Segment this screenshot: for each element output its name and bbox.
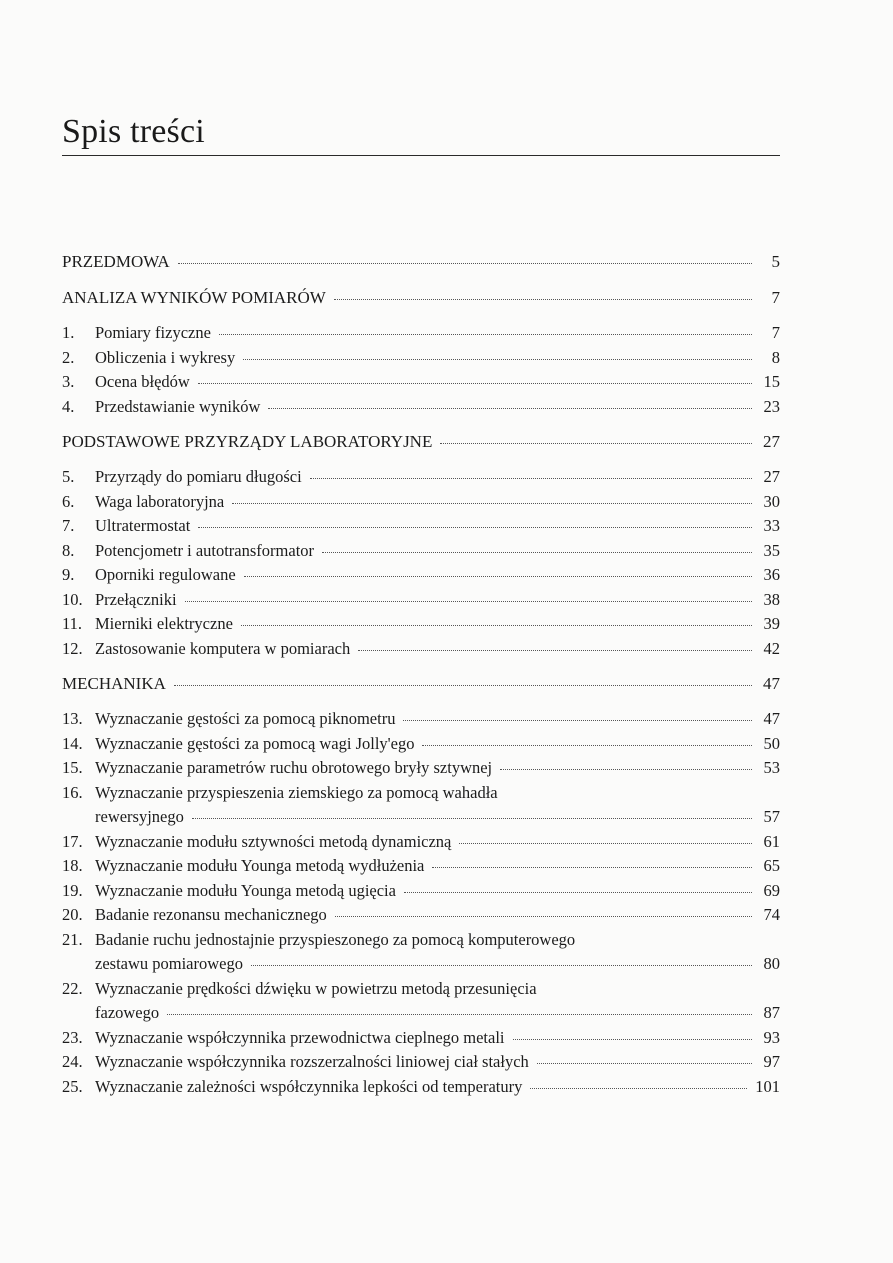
toc-entry-title: Badanie rezonansu mechanicznego <box>95 905 327 924</box>
toc-section-title: ANALIZA WYNIKÓW POMIARÓW <box>62 288 326 307</box>
toc-entry[interactable] <box>62 854 780 879</box>
toc-entry-title: Waga laboratoryjna <box>95 491 225 511</box>
toc-page-number: 97 <box>763 1052 780 1071</box>
toc-page-number: 101 <box>755 1076 780 1096</box>
toc-entry-title: Wyznaczanie przyspieszenia ziemskiego za pomocą wahadła <box>95 782 498 802</box>
toc-page-number: 61 <box>763 831 780 851</box>
toc-entry-number: 20. <box>62 905 83 924</box>
toc-entry-title: Mierniki elektryczne <box>95 614 233 633</box>
toc-entry-number: 7. <box>62 516 75 535</box>
toc-page-number: 7 <box>771 323 780 342</box>
dot-leader <box>440 443 752 444</box>
toc-page-number: 39 <box>763 614 780 633</box>
toc-entry[interactable] <box>62 1075 780 1100</box>
dot-leader <box>530 1088 747 1089</box>
toc-page-number: 15 <box>763 372 780 391</box>
dot-leader <box>219 334 752 335</box>
toc-entry-number: 3. <box>62 372 75 391</box>
toc-entry-number: 25. <box>62 1076 83 1096</box>
title-underline <box>62 155 780 156</box>
toc-page-number: 47 <box>763 709 780 728</box>
toc-section-title: MECHANIKA <box>62 674 166 693</box>
toc-section-title: PRZEDMOWA <box>62 252 170 271</box>
toc-entry[interactable] <box>62 395 780 420</box>
toc-entry-title: Przedstawianie wyników <box>95 396 261 416</box>
toc-section-title: PODSTAWOWE PRZYRZĄDY LABORATORYJNE <box>62 432 433 451</box>
dot-leader <box>404 892 752 893</box>
toc-entry-title: Potencjometr i autotransformator <box>95 540 315 560</box>
toc-entry-title: Pomiary fizyczne <box>95 323 211 342</box>
toc-entry[interactable] <box>62 588 780 613</box>
toc-entry-multiline[interactable] <box>62 977 780 1026</box>
dot-leader <box>335 916 752 917</box>
dot-leader <box>174 685 752 686</box>
dot-leader <box>178 263 752 264</box>
toc-entry[interactable] <box>62 1026 780 1051</box>
toc-entry-number: 11. <box>62 614 83 633</box>
toc-page-number: 27 <box>763 467 780 486</box>
dot-leader <box>432 867 752 868</box>
dot-leader <box>244 576 752 577</box>
toc-section-mechanics[interactable] <box>62 671 780 697</box>
toc-entry[interactable] <box>62 321 780 346</box>
dot-leader <box>243 359 752 360</box>
toc-entry-multiline[interactable] <box>62 928 780 977</box>
toc-entry-number: 16. <box>62 782 83 802</box>
toc-entry-number: 8. <box>62 540 75 560</box>
toc-entry[interactable] <box>62 514 780 539</box>
toc-page-number: 50 <box>763 733 780 753</box>
toc-entry-number: 24. <box>62 1052 83 1071</box>
toc-entry-title: Badanie ruchu jednostajnie przyspieszonego za pomocą komputerowego <box>95 929 576 949</box>
dot-leader <box>537 1063 752 1064</box>
toc-entry-title: Ultratermostat <box>95 516 191 535</box>
toc-entry[interactable] <box>62 346 780 371</box>
toc-page-number: 27 <box>763 432 780 451</box>
toc-section-preface[interactable] <box>62 249 780 275</box>
toc-page-number: 65 <box>763 856 780 875</box>
dot-leader <box>310 478 752 479</box>
toc-page-number: 87 <box>763 1003 780 1022</box>
toc-page-number: 38 <box>763 589 780 609</box>
toc-entry[interactable] <box>62 612 780 637</box>
dot-leader <box>358 650 752 651</box>
toc-entry-title: Wyznaczanie modułu Younga metodą wydłużenia <box>95 856 425 875</box>
dot-leader <box>422 745 752 746</box>
toc-entry-number: 12. <box>62 638 83 658</box>
toc-entry-title: Wyznaczanie współczynnika rozszerzalności liniowej ciał stałych <box>95 1052 529 1071</box>
page-title: Spis treści <box>62 113 205 150</box>
dot-leader <box>232 503 752 504</box>
toc-page-number: 69 <box>763 880 780 900</box>
toc-entry-multiline[interactable] <box>62 781 780 830</box>
toc-entry-title: Przyrządy do pomiaru długości <box>95 467 302 486</box>
toc-page-number: 42 <box>763 638 780 658</box>
toc-entry-number: 17. <box>62 831 83 851</box>
toc-page-number: 47 <box>763 674 780 693</box>
toc-entry-title: Wyznaczanie współczynnika przewodnictwa cieplnego metali <box>95 1027 505 1047</box>
toc-page-number: 23 <box>763 396 780 416</box>
toc-entry-number: 19. <box>62 880 83 900</box>
dot-leader <box>268 408 752 409</box>
table-of-contents <box>62 249 780 1099</box>
toc-page-number: 57 <box>763 807 780 826</box>
toc-page-number: 5 <box>771 252 780 271</box>
toc-page-number: 33 <box>763 516 780 535</box>
dot-leader <box>167 1014 752 1015</box>
toc-page-number: 53 <box>763 758 780 777</box>
toc-page-number: 74 <box>763 905 780 924</box>
toc-entry[interactable] <box>62 903 780 928</box>
dot-leader <box>513 1039 753 1040</box>
dot-leader <box>198 383 752 384</box>
dot-leader <box>192 818 752 819</box>
toc-entry[interactable] <box>62 637 780 662</box>
toc-entry-title: Zastosowanie komputera w pomiarach <box>95 638 351 658</box>
toc-entry[interactable] <box>62 830 780 855</box>
toc-entry-number: 23. <box>62 1027 83 1047</box>
toc-entry-title: Wyznaczanie zależności współczynnika lepkości od temperatury <box>95 1076 523 1096</box>
toc-entry[interactable] <box>62 465 780 490</box>
toc-entry[interactable] <box>62 1050 780 1075</box>
toc-page-number: 80 <box>763 954 780 973</box>
dot-leader <box>403 720 752 721</box>
toc-entry-number: 14. <box>62 733 83 753</box>
toc-entry-number: 15. <box>62 758 83 777</box>
toc-entry[interactable] <box>62 563 780 588</box>
toc-entry-number: 9. <box>62 565 75 584</box>
toc-entry-number: 21. <box>62 929 83 949</box>
toc-page-number: 7 <box>771 288 780 307</box>
toc-page-number: 30 <box>763 491 780 511</box>
toc-section-analysis[interactable] <box>62 285 780 311</box>
toc-entry-title-continued: fazowego <box>95 1003 160 1022</box>
dot-leader <box>185 601 752 602</box>
toc-entry-title-continued: zestawu pomiarowego <box>95 954 243 973</box>
toc-page-number: 93 <box>763 1027 780 1047</box>
toc-entry-title: Wyznaczanie gęstości za pomocą piknometru <box>95 709 396 728</box>
toc-entry-number: 4. <box>62 396 75 416</box>
toc-entry-title: Wyznaczanie prędkości dźwięku w powietrzu metodą przesunięcia <box>95 978 537 998</box>
toc-entry-title: Oporniki regulowane <box>95 565 236 584</box>
toc-entry-title-continued: rewersyjnego <box>95 807 184 826</box>
toc-entry-title: Przełączniki <box>95 589 177 609</box>
toc-entry-title: Obliczenia i wykresy <box>95 347 236 367</box>
toc-entry-number: 10. <box>62 589 83 609</box>
toc-entry-title: Wyznaczanie parametrów ruchu obrotowego bryły sztywnej <box>95 758 493 777</box>
toc-entry-number: 22. <box>62 978 83 998</box>
toc-entry[interactable] <box>62 370 780 395</box>
toc-entry[interactable] <box>62 707 780 732</box>
toc-entry[interactable] <box>62 756 780 781</box>
toc-entry-title: Wyznaczanie gęstości za pomocą wagi Jolly'ego <box>95 733 415 753</box>
dot-leader <box>241 625 752 626</box>
toc-entry-title: Wyznaczanie modułu sztywności metodą dynamiczną <box>95 831 452 851</box>
toc-section-instruments[interactable] <box>62 429 780 455</box>
toc-entry[interactable] <box>62 539 780 564</box>
toc-entry-number: 13. <box>62 709 83 728</box>
toc-page-number: 8 <box>771 347 780 367</box>
toc-entry-number: 2. <box>62 347 75 367</box>
dot-leader <box>500 769 752 770</box>
dot-leader <box>198 527 752 528</box>
toc-page-number: 36 <box>763 565 780 584</box>
toc-entry-number: 1. <box>62 323 75 342</box>
toc-entry[interactable] <box>62 732 780 757</box>
dot-leader <box>251 965 752 966</box>
dot-leader <box>322 552 752 553</box>
toc-entry-title: Ocena błędów <box>95 372 190 391</box>
dot-leader <box>459 843 752 844</box>
toc-entry[interactable] <box>62 490 780 515</box>
toc-page-number: 35 <box>763 540 780 560</box>
toc-entry-number: 6. <box>62 491 75 511</box>
toc-entry-number: 5. <box>62 467 75 486</box>
dot-leader <box>334 299 752 300</box>
toc-entry[interactable] <box>62 879 780 904</box>
toc-entry-title: Wyznaczanie modułu Younga metodą ugięcia <box>95 880 396 900</box>
toc-entry-number: 18. <box>62 856 83 875</box>
